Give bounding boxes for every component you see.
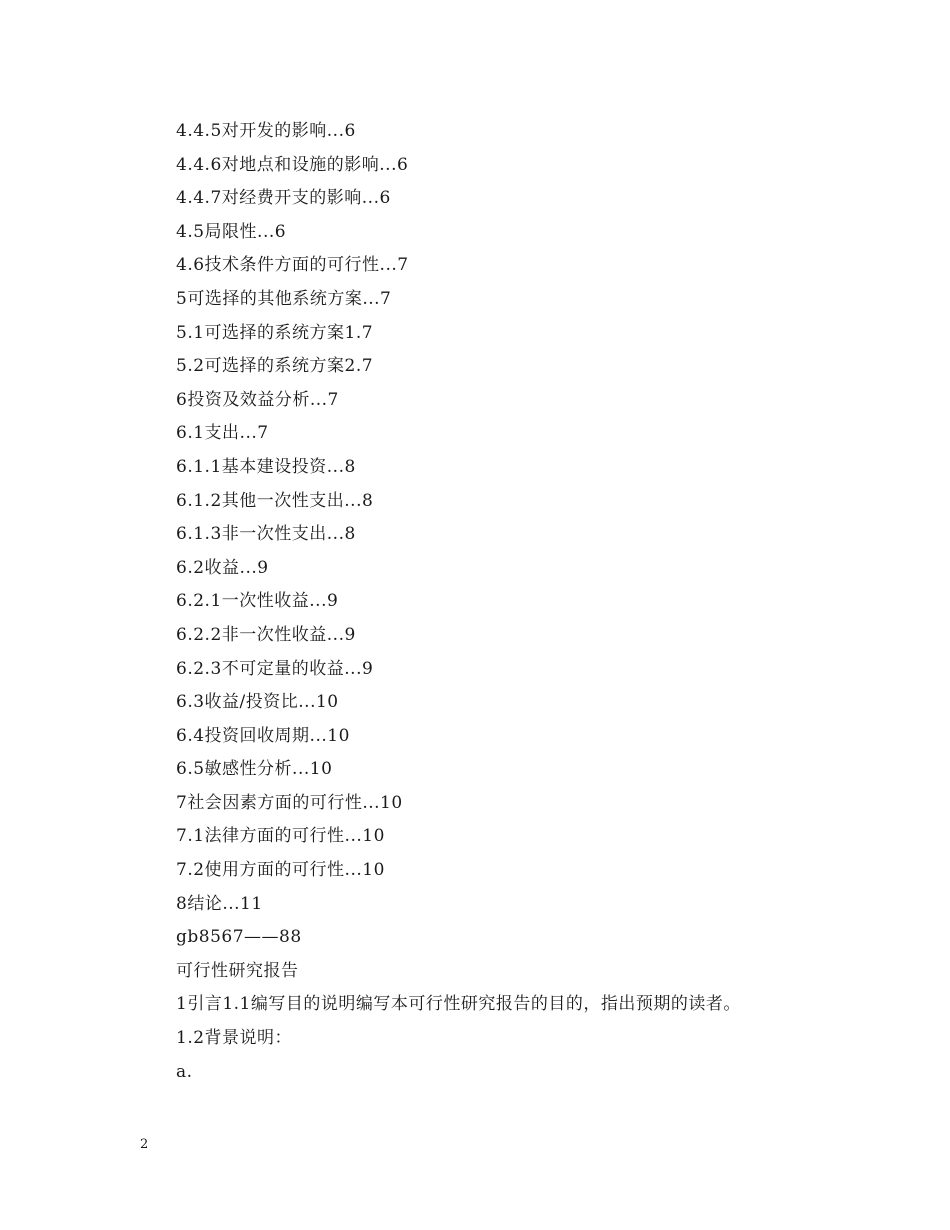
- toc-line: 6.5敏感性分析...10: [176, 759, 333, 780]
- toc-line: 6.4投资回收周期...10: [176, 725, 350, 746]
- list-item: a.: [176, 1061, 193, 1082]
- toc-line: 6.1.2其他一次性支出...8: [176, 490, 374, 511]
- toc-line: 4.6技术条件方面的可行性...7: [176, 255, 409, 276]
- page-number: 2: [140, 1137, 149, 1152]
- toc-line: 6.3收益/投资比...10: [176, 692, 339, 713]
- toc-line: 6.1.3非一次性支出...8: [176, 524, 356, 545]
- toc-line: 7社会因素方面的可行性...10: [176, 792, 403, 813]
- toc-line: 7.1法律方面的可行性...10: [176, 826, 385, 847]
- report-title: 可行性研究报告: [176, 960, 299, 981]
- body-paragraph: 1引言1.1编写目的说明编写本可行性研究报告的目的，指出预期的读者。: [176, 994, 741, 1015]
- toc-line: 4.4.6对地点和设施的影响...6: [176, 154, 409, 175]
- toc-line: 6投资及效益分析...7: [176, 389, 339, 410]
- toc-line: 4.4.5对开发的影响...6: [176, 121, 356, 141]
- toc-line: 8结论...11: [176, 893, 263, 914]
- standard-code: gb8567——88: [176, 927, 302, 948]
- toc-line: 6.2.1一次性收益...9: [176, 591, 339, 612]
- toc-line: 5可选择的其他系统方案...7: [176, 288, 392, 309]
- toc-line: 6.2.2非一次性收益...9: [176, 624, 356, 645]
- section-heading: 1.2背景说明：: [176, 1028, 293, 1049]
- toc-line: 7.2使用方面的可行性...10: [176, 860, 385, 881]
- toc-line: 6.2收益...9: [176, 557, 269, 578]
- toc-line: 4.4.7对经费开支的影响...6: [176, 188, 391, 209]
- toc-line: 6.2.3不可定量的收益...9: [176, 658, 374, 679]
- toc-line: 5.1可选择的系统方案1.7: [176, 322, 374, 343]
- toc-line: 6.1.1基本建设投资...8: [176, 456, 356, 477]
- toc-line: 5.2可选择的系统方案2.7: [176, 356, 374, 377]
- document-body: [176, 117, 896, 1091]
- toc-line: 4.5局限性...6: [176, 221, 287, 242]
- toc-line: 6.1支出...7: [176, 423, 269, 444]
